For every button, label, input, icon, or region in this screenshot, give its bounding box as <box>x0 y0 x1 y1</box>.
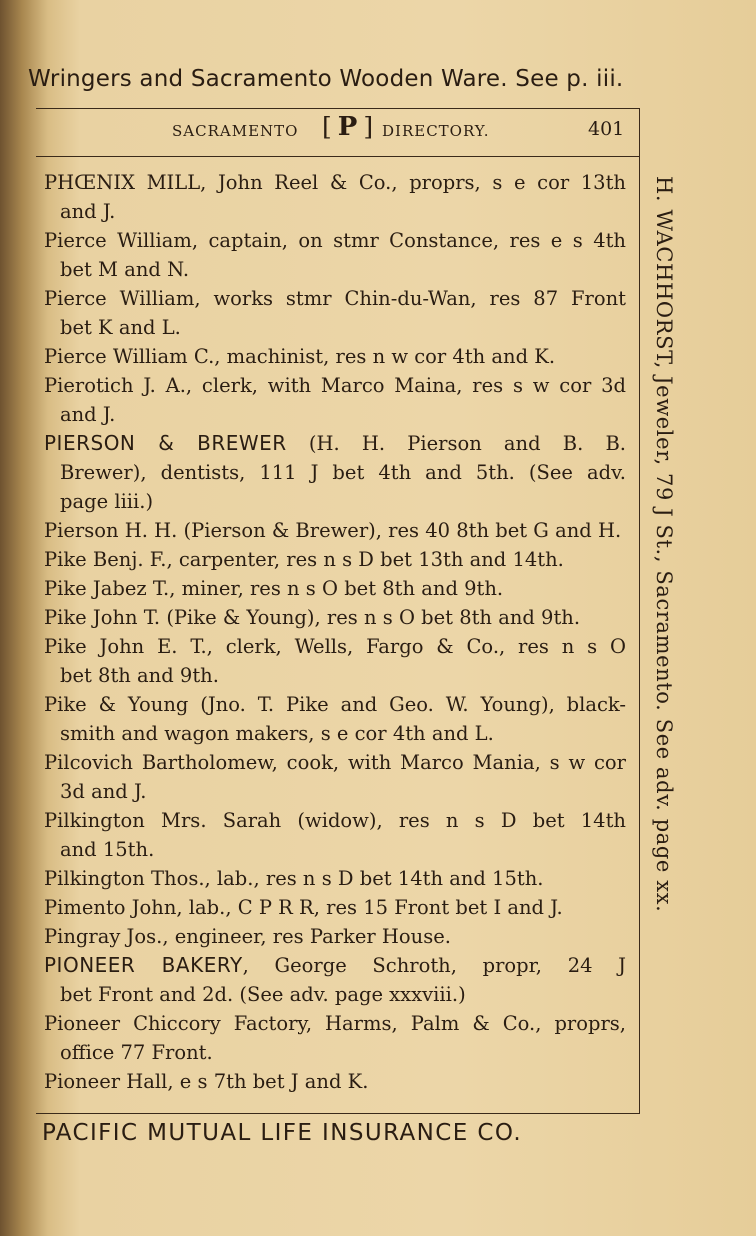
directory-entry <box>44 516 626 545</box>
entry-text: , George Schroth, propr, 24 J <box>242 954 627 977</box>
entry-line: Pike Benj. F., carpenter, res n s D bet 13th and 14th. <box>44 548 564 571</box>
directory-entry <box>44 951 626 1009</box>
entry-line: Pilkington Mrs. Sarah (widow), res n s D bet 14th <box>44 809 626 832</box>
directory-entry <box>44 574 626 603</box>
entry-line: Pike Jabez T., miner, res n s O bet 8th and 9th. <box>44 577 504 600</box>
directory-entry <box>44 371 626 429</box>
directory-entry <box>44 1009 626 1067</box>
page-number: 401 <box>588 118 625 140</box>
entry-line <box>44 429 626 458</box>
directory-entry <box>44 748 626 806</box>
directory-entry <box>44 1067 626 1096</box>
header-bracket-close: ] <box>363 112 374 141</box>
entry-line: and J. <box>60 200 116 223</box>
entry-lead: PIERSON & BREWER <box>44 431 287 455</box>
entry-line: smith and wagon makers, s e cor 4th and L. <box>60 722 494 745</box>
directory-entry <box>44 632 626 690</box>
entry-line: 3d and J. <box>60 780 147 803</box>
entry-line: Pike John E. T., clerk, Wells, Fargo & Co., res n s O <box>44 635 626 658</box>
directory-entry <box>44 226 626 284</box>
entry-line: and 15th. <box>60 838 155 861</box>
directory-entry <box>44 342 626 371</box>
directory-entry <box>44 893 626 922</box>
directory-entries <box>44 168 626 1096</box>
top-advertisement: Wringers and Sacramento Wooden Ware. See p. iii. <box>28 66 624 92</box>
side-advertisement <box>644 176 684 1046</box>
entry-line: Pierce William C., machinist, res n w cor 4th and K. <box>44 345 556 368</box>
entry-line: and J. <box>60 403 116 426</box>
directory-entry <box>44 545 626 574</box>
entry-line: office 77 Front. <box>60 1041 213 1064</box>
entry-line: Pierotich J. A., clerk, with Marco Maina, res s w cor 3d <box>44 374 626 397</box>
side-advertisement-text: H. WACHHORST, Jeweler, 79 J St., Sacramento. See adv. page xx. <box>652 176 676 913</box>
directory-entry <box>44 806 626 864</box>
frame-top-rule <box>36 108 639 109</box>
directory-entry <box>44 284 626 342</box>
entry-line <box>44 951 626 980</box>
entry-line: Pioneer Chiccory Factory, Harms, Palm & Co., proprs, <box>44 1012 626 1035</box>
directory-entry <box>44 168 626 226</box>
entry-line: Pilcovich Bartholomew, cook, with Marco Mania, s w cor <box>44 751 626 774</box>
header-city: SACRAMENTO <box>172 122 299 140</box>
bottom-advertisement: PACIFIC MUTUAL LIFE INSURANCE CO. <box>42 1120 523 1146</box>
entry-line: Brewer), dentists, 111 J bet 4th and 5th. (See adv. <box>60 461 626 484</box>
entry-line: bet 8th and 9th. <box>60 664 219 687</box>
header-bracket-open: [ <box>322 112 332 141</box>
entry-line: Pioneer Hall, e s 7th bet J and K. <box>44 1070 369 1093</box>
entry-line: PHŒNIX MILL, John Reel & Co., proprs, s e cor 13th <box>44 171 626 194</box>
directory-entry <box>44 429 626 516</box>
directory-entry <box>44 864 626 893</box>
header-section-letter: P <box>337 112 358 142</box>
entry-lead: PIONEER BAKERY <box>44 953 243 977</box>
entry-text: (H. H. Pierson and B. B. <box>286 432 626 455</box>
entry-line: Pike & Young (Jno. T. Pike and Geo. W. Young), black- <box>44 693 626 716</box>
header-rule <box>36 156 639 157</box>
directory-entry <box>44 922 626 951</box>
entry-line: Pierce William, captain, on stmr Constance, res e s 4th <box>44 229 626 252</box>
entry-line: Pimento John, lab., C P R R, res 15 Front bet I and J. <box>44 896 563 919</box>
directory-entry <box>44 690 626 748</box>
entry-line: Pingray Jos., engineer, res Parker House. <box>44 925 451 948</box>
entry-line: bet M and N. <box>60 258 190 281</box>
entry-line: bet Front and 2d. (See adv. page xxxviii.) <box>60 983 466 1006</box>
entry-line: Pierce William, works stmr Chin-du-Wan, res 87 Front <box>44 287 626 310</box>
entry-line: bet K and L. <box>60 316 181 339</box>
header-letter <box>322 112 373 142</box>
entry-line: Pierson H. H. (Pierson & Brewer), res 40 8th bet G and H. <box>44 519 622 542</box>
directory-entry <box>44 603 626 632</box>
entry-line: page liii.) <box>60 490 154 513</box>
entry-line: Pike John T. (Pike & Young), res n s O bet 8th and 9th. <box>44 606 581 629</box>
entry-line: Pilkington Thos., lab., res n s D bet 14th and 15th. <box>44 867 544 890</box>
header-directory: DIRECTORY. <box>382 122 490 140</box>
page-header <box>36 112 639 150</box>
